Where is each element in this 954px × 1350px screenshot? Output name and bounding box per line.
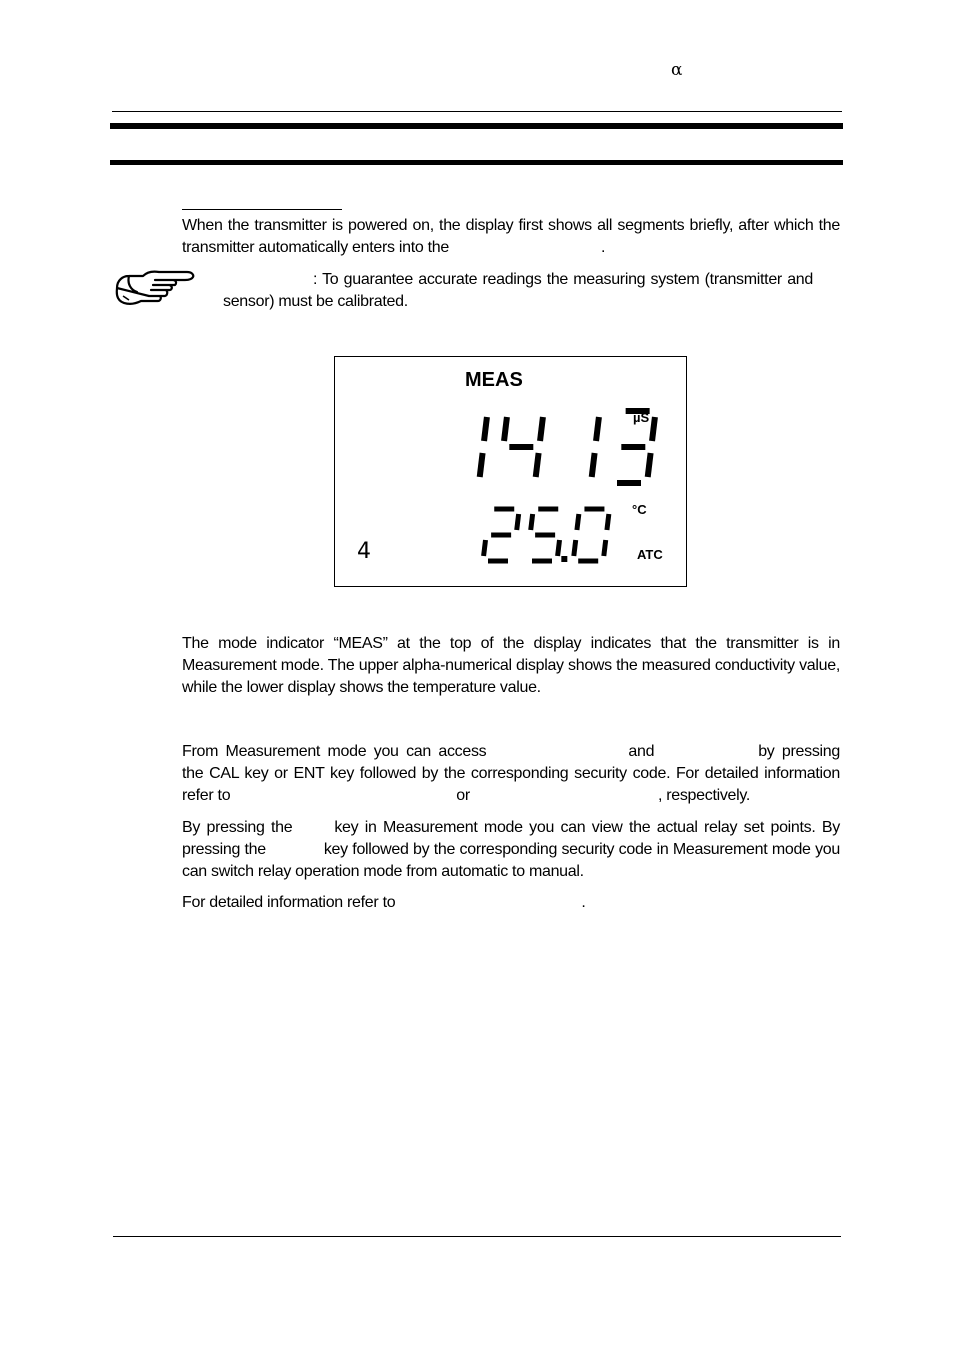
lcd-temp-decimal-point bbox=[561, 556, 567, 562]
lcd-temp-segment bbox=[577, 514, 579, 530]
lcd-main-segment bbox=[540, 417, 543, 441]
footer-rule bbox=[113, 1236, 841, 1237]
lcd-temp-segment bbox=[484, 540, 486, 556]
refer-text-1: For detailed information refer to bbox=[182, 894, 396, 911]
access-text-1: From Measurement mode you can access bbox=[182, 743, 487, 760]
lcd-temp-segment bbox=[531, 514, 533, 530]
lcd-temp-value bbox=[484, 509, 609, 562]
lcd-main-segment bbox=[652, 417, 655, 441]
lcd-temp-segment bbox=[517, 514, 519, 530]
intro-paragraph bbox=[182, 215, 840, 259]
lcd-main-segment bbox=[480, 453, 483, 477]
relay-text-3: key followed by the corresponding security code in Measurement mode you can switch relay operation mode from automatic to manual. bbox=[182, 841, 840, 880]
lcd-main-value bbox=[480, 411, 655, 483]
lcd-temp-unit: °C bbox=[632, 502, 647, 517]
lcd-main-digit bbox=[504, 417, 543, 477]
description-text: The mode indicator “MEAS” at the top of the display indicates that the transmitter is in Measurement mode. The upper alpha-numerical display shows the measured conductivity value, while the lower display shows the temperature value. bbox=[182, 635, 840, 696]
lcd-compensation: ATC bbox=[637, 547, 663, 562]
relay-paragraph bbox=[182, 817, 840, 883]
relay-text-1: By pressing the bbox=[182, 819, 293, 836]
lcd-left-digit: 4 bbox=[357, 539, 371, 564]
lcd-main-digit bbox=[592, 417, 599, 477]
lcd-temp-digit bbox=[574, 509, 609, 561]
lcd-temp-segment bbox=[574, 540, 576, 556]
lcd-main-segment bbox=[484, 417, 487, 441]
refer-paragraph bbox=[182, 892, 840, 914]
access-text-2: and bbox=[628, 743, 655, 760]
lcd-main-segment bbox=[504, 417, 507, 441]
lcd-main-segment bbox=[592, 453, 595, 477]
lcd-main-digit bbox=[617, 411, 655, 483]
access-text-5: , respectively. bbox=[657, 787, 751, 804]
note-text bbox=[223, 269, 813, 313]
access-paragraph bbox=[182, 741, 840, 807]
header-thin-rule bbox=[112, 111, 842, 112]
intro-end: . bbox=[600, 239, 606, 256]
lcd-segment-digits bbox=[335, 357, 688, 588]
lcd-mode-indicator: MEAS bbox=[465, 369, 523, 391]
lcd-temp-segment bbox=[558, 540, 560, 556]
access-text-4: or bbox=[456, 787, 470, 804]
lcd-main-unit: µS bbox=[633, 410, 650, 425]
header-thick-rule-top bbox=[110, 123, 843, 129]
lcd-main-digit bbox=[480, 417, 487, 477]
lcd-temp-segment bbox=[607, 514, 609, 530]
lcd-main-segment bbox=[648, 453, 651, 477]
lcd-main-segment bbox=[536, 453, 539, 477]
header-thick-rule-bottom bbox=[110, 160, 843, 165]
relay-text-2: key in Measurement mode you can view the actual relay set points. By pressing the bbox=[182, 819, 840, 858]
lcd-temp-digit bbox=[484, 509, 519, 561]
pointing-hand-icon bbox=[113, 268, 195, 317]
intro-text: When the transmitter is powered on, the display first shows all segments briefly, after which the transmitter automatically enters into the bbox=[182, 217, 840, 256]
refer-text-2: . bbox=[581, 894, 586, 911]
section-heading-underline bbox=[182, 209, 342, 210]
lcd-temp-segment bbox=[604, 540, 606, 556]
access-text-3: by pressing the CAL key or ENT key followed by the corresponding security code. For detailed information refer to bbox=[182, 743, 840, 804]
alpha-symbol: α bbox=[671, 60, 683, 80]
lcd-display bbox=[334, 356, 687, 587]
lcd-main-segment bbox=[596, 417, 599, 441]
note-body: : To guarantee accurate readings the measuring system (transmitter and sensor) must be calibrated. bbox=[223, 271, 813, 310]
description-paragraph bbox=[182, 633, 840, 699]
lcd-temp-digit bbox=[531, 509, 560, 561]
